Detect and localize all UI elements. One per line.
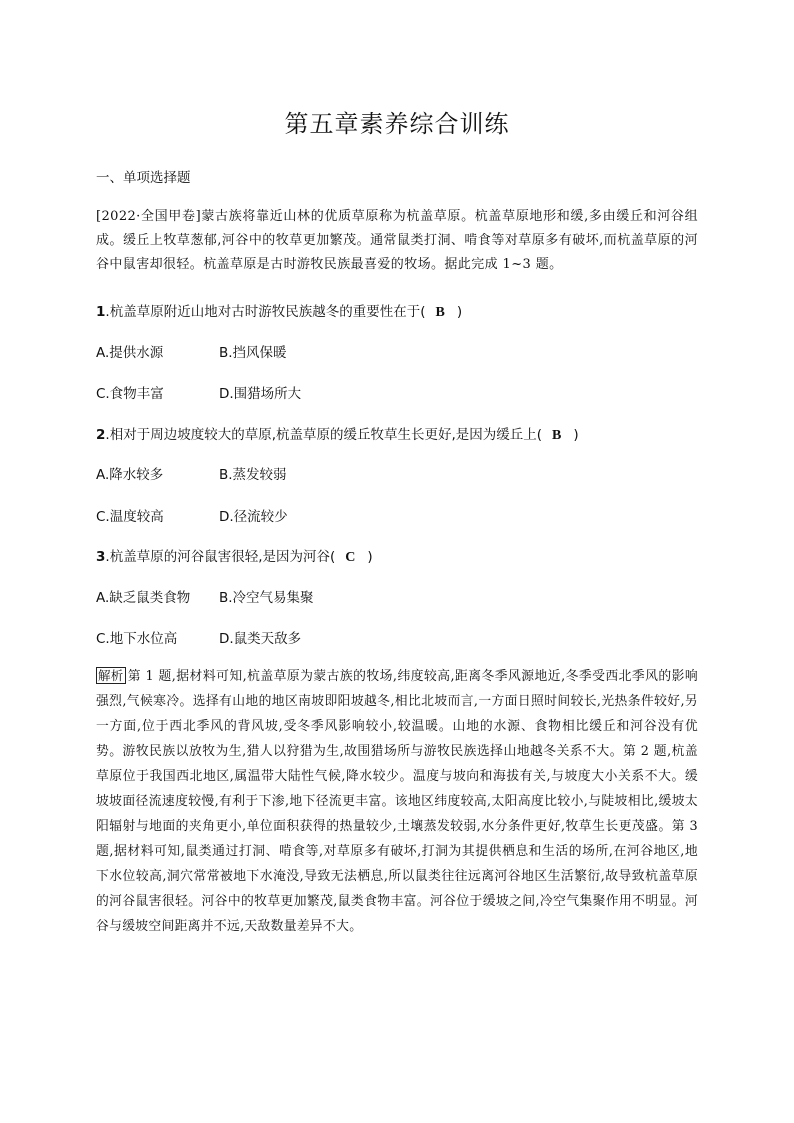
answer-letter: B — [552, 428, 562, 443]
question-2 — [96, 423, 579, 444]
page-title: 第五章素养综合训练 — [284, 110, 510, 138]
question-number: 1 — [96, 304, 106, 320]
option-c: C.温度较高 — [96, 509, 164, 525]
question-number: 2 — [96, 427, 106, 443]
analysis-tag: 解析 — [98, 668, 124, 683]
question-stem: .杭盖草原附近山地对古时游牧民族越冬的重要性在于( — [105, 304, 426, 320]
option-b: B.挡风保暖 — [219, 345, 287, 361]
option-d: D.鼠类天敌多 — [219, 631, 302, 647]
answer-letter: B — [435, 305, 445, 320]
option-b: B.蒸发较弱 — [219, 467, 287, 483]
closing-paren: ) — [573, 427, 579, 443]
section-heading: 一、单项选择题 — [96, 170, 191, 186]
analysis-block — [96, 664, 698, 939]
option-a: A.降水较多 — [96, 467, 164, 483]
analysis-text: 第 1 题,据材料可知,杭盖草原为蒙古族的牧场,纬度较高,距离冬季风源地近,冬季受西北季风的影响强烈,气候寒冷。选择有山地的地区南坡即阳坡越冬,相比北坡而言,一方面日照时间较长,光热条件较好,另一方面,位于西北季风的背风坡,受冬季风影响较小,较温暖。山地的水源、食物相比缓丘和河谷没有优势。游牧民族以放牧为生,猎人以狩猎为生,故围猎场所与游牧民族选择山地越冬关系不大。第 2 题,杭盖草原位于我国西北地区,属温带大陆性气候,降水较少。温度与坡向和海拔有关,与坡度大小关系不大。缓坡坡面径流速度较慢,有利于下渗,地下径流更丰富。该地区纬度较高,太阳高度比较小,与陡坡相比,缓坡太阳辐射与地面的夹角更小,单位面积获得的热量较少,土壤蒸发较弱,水分条件更好,牧草生长更茂盛。第 3 题,据材料可知,鼠类通过打洞、啃食等,对草原多有破坏,打洞为其提供栖息和生活的场所,在河谷地区,地下水位较高,洞穴常常被地下水淹没,导致无法栖息,所以鼠类往往远离河谷地区生活繁衍,故导致杭盖草原的河谷鼠害很轻。河谷中的牧草更加繁茂,鼠类食物丰富。河谷位于缓坡之间,冷空气集聚作用不明显。河谷与缓坡空间距离并不远,天敌数量差异不大。 — [96, 669, 698, 934]
option-a: A.缺乏鼠类食物 — [96, 590, 191, 606]
question-3 — [96, 545, 373, 566]
answer-letter: C — [345, 550, 356, 565]
question-1 — [96, 300, 462, 321]
question-number: 3 — [96, 549, 106, 565]
option-c: C.食物丰富 — [96, 386, 164, 402]
option-c: C.地下水位高 — [96, 631, 178, 647]
question-stem: .杭盖草原的河谷鼠害很轻,是因为河谷( — [105, 549, 336, 565]
material-paragraph: [2022·全国甲卷]蒙古族将靠近山林的优质草原称为杭盖草原。杭盖草原地形和缓,多由缓丘和河谷组成。缓丘上牧草葱郁,河谷中的牧草更加繁茂。通常鼠类打洞、啃食等对草原多有破坏,而杭盖草原的河谷中鼠害却很轻。杭盖草原是古时游牧民族最喜爱的牧场。据此完成 1~3 题。 — [96, 209, 698, 272]
option-a: A.提供水源 — [96, 345, 164, 361]
question-stem: .相对于周边坡度较大的草原,杭盖草原的缓丘牧草生长更好,是因为缓丘上( — [105, 427, 543, 443]
option-d: D.径流较少 — [219, 509, 288, 525]
option-d: D.围猎场所大 — [219, 386, 302, 402]
closing-paren: ) — [367, 549, 373, 565]
closing-paren: ) — [456, 304, 463, 320]
option-b: B.冷空气易集聚 — [219, 590, 314, 606]
